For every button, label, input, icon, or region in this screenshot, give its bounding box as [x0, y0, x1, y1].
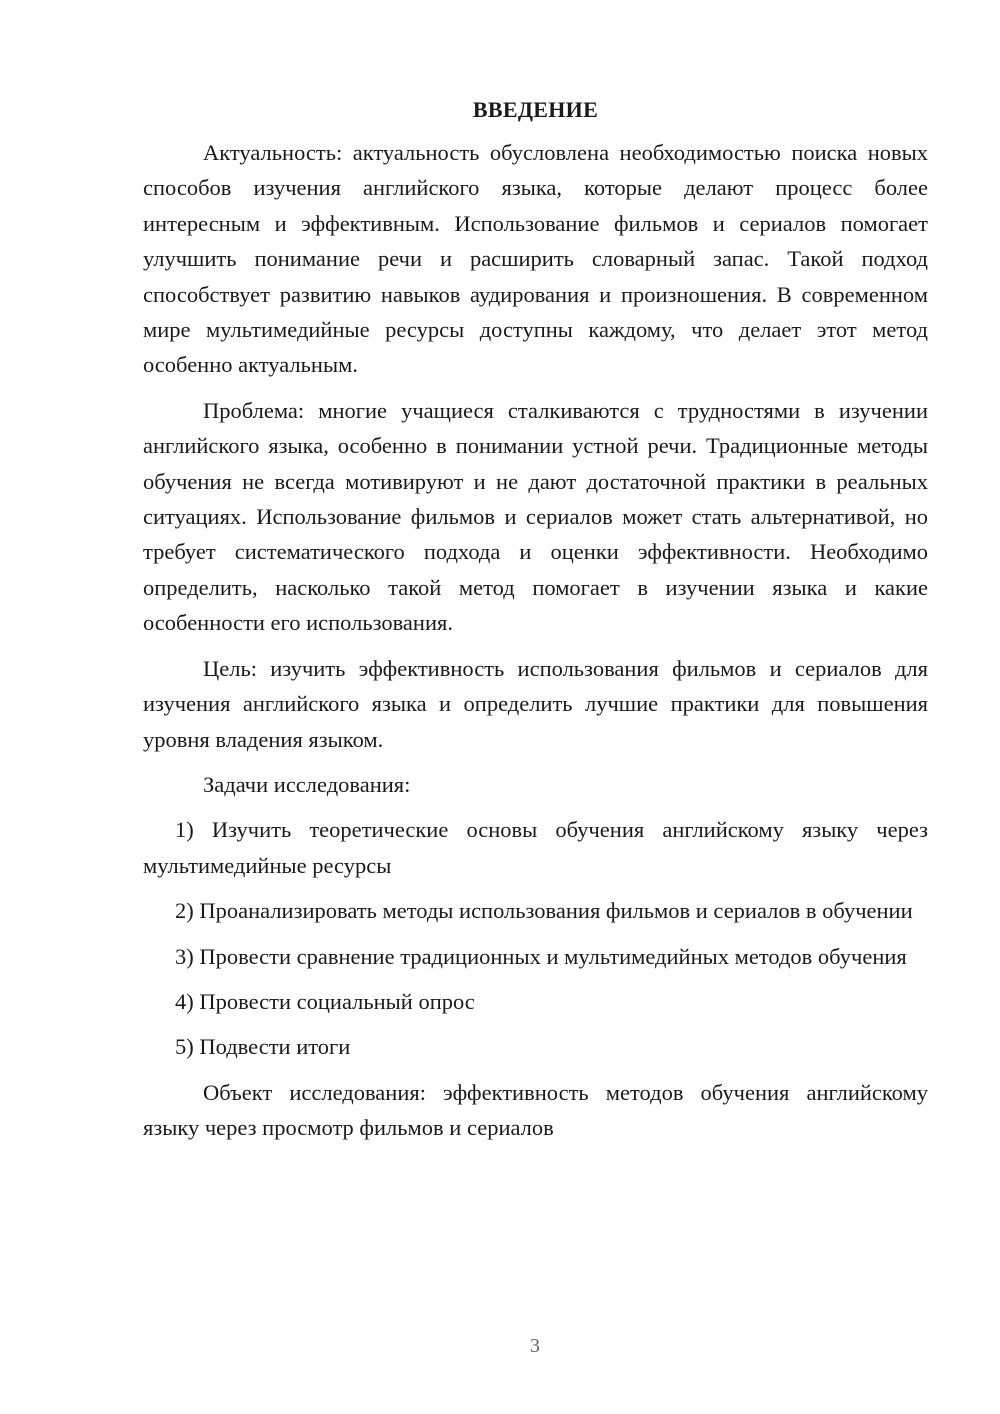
task-item-5: 5) Подвести итоги	[175, 1034, 351, 1060]
page-content	[143, 93, 928, 1146]
problem-paragraph: Проблема: многие учащиеся сталкиваются с трудностями в изучении английского языка, особенно в понимании устной речи. Традиционные методы обучения не всегда мотивируют и не дают достаточной практики в реальных ситуациях. Использование фильмов и сериалов может стать альтернативой, но требует систематического подхода и оценки эффективности. Необходимо определить, насколько такой метод помогает в изучении языка и какие особенности его использования.	[143, 397, 928, 636]
object-paragraph: Объект исследования: эффективность методов обучения английскому языку через просмотр фильмов и сериалов	[143, 1079, 928, 1141]
task-item-1: 1) Изучить теоретические основы обучения английскому языку через мультимедийные ресурсы	[143, 817, 928, 878]
task-item-4: 4) Провести социальный опрос	[175, 988, 475, 1014]
relevance-paragraph: Актуальность: актуальность обусловлена необходимостью поиска новых способов изучения английского языка, которые делают процесс более интересным и эффективным. Использование фильмов и сериалов помогает улучшить понимание речи и расширить словарный запас. Такой подход способствует развитию навыков аудирования и произношения. В современном мире мультимедийные ресурсы доступны каждому, что делает этот метод особенно актуальным.	[143, 140, 928, 378]
task-item-2: 2) Проанализировать методы использования фильмов и сериалов в обучении	[175, 898, 913, 924]
page-number: 3	[530, 1335, 540, 1357]
task-item-3: 3) Провести сравнение традиционных и мультимедийных методов обучения	[175, 943, 907, 969]
goal-paragraph: Цель: изучить эффективность использования фильмов и сериалов для изучения английского языка и определить лучшие практики для повышения уровня владения языком.	[143, 655, 928, 752]
page-title: ВВЕДЕНИЕ	[472, 97, 599, 122]
tasks-heading: Задачи исследования:	[203, 771, 411, 797]
